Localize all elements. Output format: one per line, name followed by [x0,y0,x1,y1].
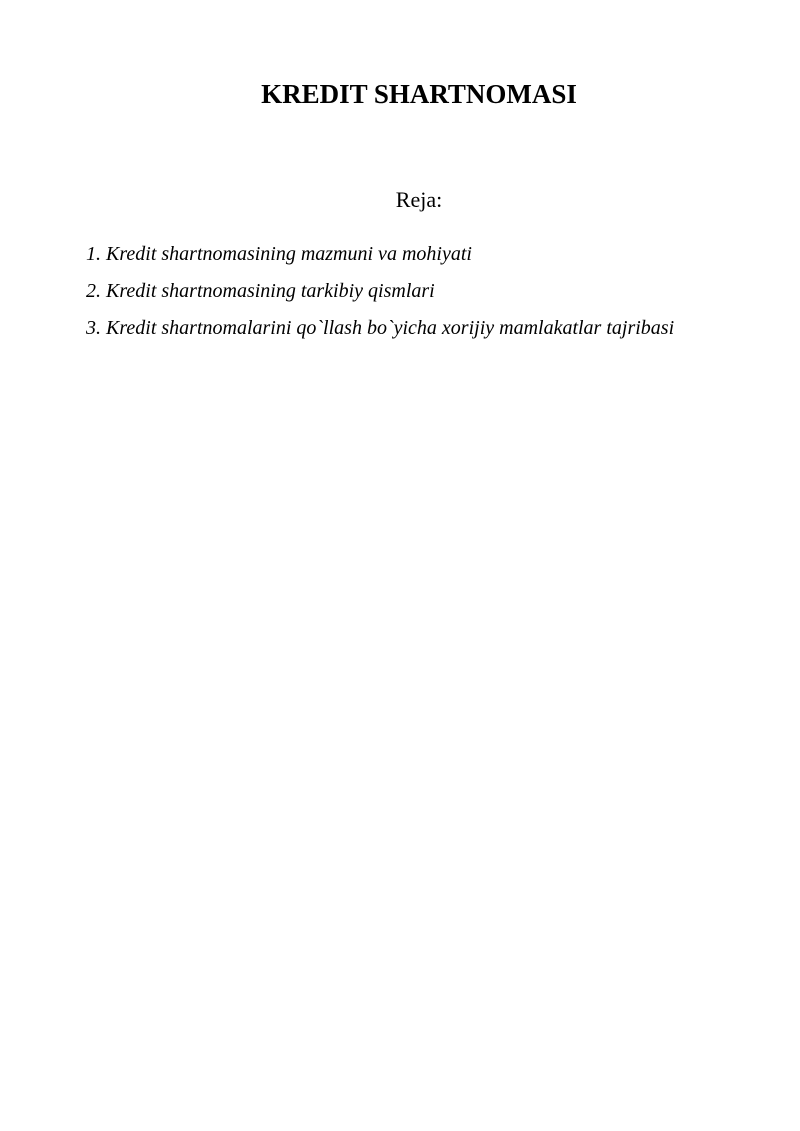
plan-item-2: 2. Kredit shartnomasining tarkibiy qismlari [86,280,435,302]
document-title: KREDIT SHARTNOMASI [261,79,577,109]
plan-item-1: 1. Kredit shartnomasining mazmuni va mohiyati [86,243,472,265]
plan-list [86,240,786,351]
plan-heading-container [0,186,800,214]
plan-item-3: 3. Kredit shartnomalarini qo`llash bo`yicha xorijiy mamlakatlar tajribasi [86,317,675,339]
title-container [0,78,800,110]
plan-heading: Reja: [395,187,443,212]
